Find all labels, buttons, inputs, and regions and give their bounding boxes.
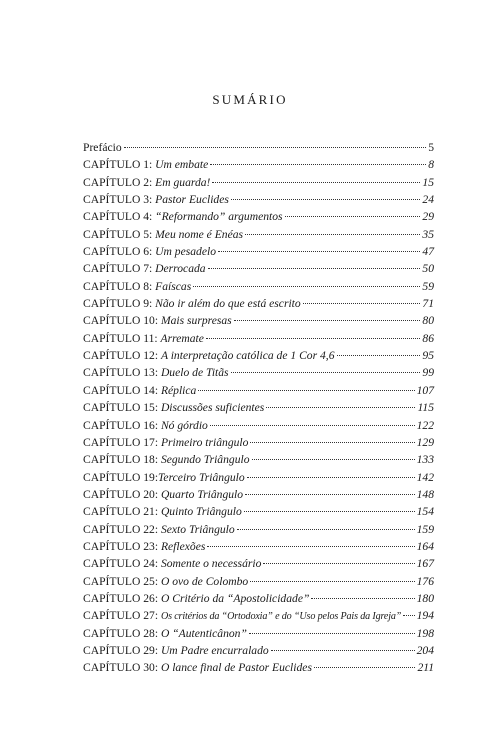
chapter-label: CAPÍTULO 9: (83, 297, 156, 311)
chapter-title: O lance final de Pastor Euclides (160, 661, 312, 675)
chapter-title: Derrocada (155, 262, 206, 276)
chapter-page-number: 142 (416, 470, 434, 484)
chapter-page-number: 176 (416, 574, 434, 588)
chapter-title: Um embate (155, 158, 209, 172)
chapter-page-number: 99 (422, 366, 434, 380)
chapter-page-number: 180 (416, 591, 434, 605)
chapter-page-number: 50 (422, 262, 434, 276)
chapter-label: CAPÍTULO 18: (83, 453, 161, 467)
dot-leader (206, 328, 421, 339)
dot-leader (218, 241, 420, 252)
chapter-page-number: 115 (417, 401, 434, 415)
chapter-title: A interpretação católica de 1 Cor 4,6 (160, 349, 335, 363)
chapter-page-number: 71 (422, 297, 434, 311)
dot-leader (263, 553, 414, 564)
chapter-label: CAPÍTULO 8: (83, 279, 156, 293)
chapter-page-number: 154 (416, 505, 434, 519)
chapter-page-number: 122 (416, 418, 434, 432)
chapter-title: O “Autenticânon” (160, 626, 247, 640)
toc-entry-chapter (83, 590, 434, 607)
dot-leader (247, 467, 415, 478)
chapter-title: Mais surpresas (160, 314, 232, 328)
chapter-label: CAPÍTULO 22: (83, 522, 161, 536)
chapter-title: Em guarda! (155, 175, 211, 189)
chapter-label: CAPÍTULO 14: (83, 383, 161, 397)
chapter-page-number: 133 (416, 453, 434, 467)
chapter-label: CAPÍTULO 23: (83, 539, 161, 553)
chapter-title: Somente o necessário (160, 557, 262, 571)
chapter-page-number: 129 (416, 435, 434, 449)
dot-leader (124, 137, 427, 148)
dot-leader (285, 206, 421, 217)
chapter-label: CAPÍTULO 4: (83, 210, 156, 224)
chapter-title: Sexto Triângulo (160, 522, 235, 536)
chapter-page-number: 80 (422, 314, 434, 328)
chapter-label: CAPÍTULO 3: (83, 193, 156, 207)
dot-leader (337, 345, 421, 356)
chapter-page-number: 211 (417, 661, 434, 675)
chapter-page-number: 148 (416, 487, 434, 501)
chapter-label: CAPÍTULO 2: (83, 175, 156, 189)
chapter-label: CAPÍTULO 20: (83, 487, 161, 501)
dot-leader (207, 536, 414, 547)
chapter-title: Réplica (160, 383, 197, 397)
chapter-title: Discussões suficientes (160, 401, 265, 415)
dot-leader (303, 293, 421, 304)
dot-leader (244, 501, 415, 512)
chapter-title: Um pesadelo (155, 245, 216, 259)
dot-leader (245, 224, 420, 235)
chapter-title: Arremate (160, 331, 204, 345)
chapter-label: CAPÍTULO 10: (83, 314, 161, 328)
dot-leader (231, 362, 421, 373)
chapter-title: Segundo Triângulo (160, 453, 250, 467)
preface-page-number: 5 (428, 141, 434, 154)
dot-leader (314, 657, 416, 668)
toc-entry-chapter (83, 659, 434, 676)
chapter-page-number: 204 (416, 643, 434, 657)
dot-leader (198, 380, 414, 391)
dot-leader (231, 189, 421, 200)
dot-leader (193, 276, 420, 287)
dot-leader (249, 623, 415, 634)
chapter-page-number: 167 (416, 557, 434, 571)
chapter-title: Pastor Euclides (155, 193, 229, 207)
page-title: SUMÁRIO (212, 92, 288, 107)
chapter-title: O Critério da “Apostolicidade” (160, 591, 310, 605)
chapter-label: CAPÍTULO 15: (83, 401, 161, 415)
chapter-page-number: 29 (422, 210, 434, 224)
chapter-title: Duelo de Titãs (160, 366, 229, 380)
chapter-page-number: 47 (422, 245, 434, 259)
chapter-title: Os critérios da “Ortodoxia” e do “Uso pelos Pais da Igreja” (160, 611, 402, 623)
chapter-label: CAPÍTULO 17: (83, 435, 161, 449)
chapter-title: Primeiro triângulo (160, 435, 249, 449)
chapter-page-number: 35 (422, 227, 434, 241)
chapter-page-number: 95 (422, 349, 434, 363)
chapter-page-number: 164 (416, 539, 434, 553)
chapter-title: Nó górdio (160, 418, 208, 432)
chapter-page-number: 107 (416, 383, 434, 397)
chapter-page-number: 86 (422, 331, 434, 345)
chapter-title: Meu nome é Enéas (155, 227, 244, 241)
dot-leader (271, 640, 415, 651)
dot-leader (234, 310, 421, 321)
chapter-label: CAPÍTULO 7: (83, 262, 156, 276)
chapter-title: Quarto Triângulo (160, 487, 244, 501)
chapter-title: Terceiro Triângulo (158, 470, 245, 484)
chapter-title: O ovo de Colombo (160, 574, 249, 588)
dot-leader (212, 172, 420, 183)
chapter-label: CAPÍTULO 16: (83, 418, 161, 432)
chapter-label: CAPÍTULO 6: (83, 245, 156, 259)
chapter-label: CAPÍTULO 1: (83, 158, 156, 172)
dot-leader (210, 415, 415, 426)
preface-label: Prefácio (83, 141, 122, 154)
chapter-page-number: 159 (416, 522, 434, 536)
dot-leader (245, 484, 415, 495)
chapter-page-number: 24 (422, 193, 434, 207)
chapter-label: CAPÍTULO 12: (83, 349, 161, 363)
dot-leader (208, 258, 421, 269)
chapter-label: CAPÍTULO 24: (83, 557, 161, 571)
chapter-label: CAPÍTULO 30: (83, 661, 161, 675)
chapter-label: CAPÍTULO 11: (83, 331, 161, 345)
chapter-page-number: 15 (422, 175, 434, 189)
dot-leader (250, 432, 414, 443)
chapter-label: CAPÍTULO 21: (83, 505, 161, 519)
dot-leader (252, 449, 415, 460)
dot-leader (266, 397, 415, 408)
chapter-title: Não ir além do que está escrito (155, 297, 301, 311)
dot-leader (250, 571, 414, 582)
chapter-page-number: 198 (416, 626, 434, 640)
chapter-title: Quinto Triângulo (160, 505, 242, 519)
chapter-label: CAPÍTULO 25: (83, 574, 161, 588)
chapter-title: Um Padre encurralado (160, 643, 269, 657)
chapter-page-number: 8 (428, 158, 434, 172)
chapter-label: CAPÍTULO 19: (83, 470, 159, 484)
chapter-label: CAPÍTULO 27: (83, 609, 161, 623)
chapter-page-number: 59 (422, 279, 434, 293)
dot-leader (210, 154, 426, 165)
dot-leader (237, 519, 415, 530)
chapter-label: CAPÍTULO 5: (83, 227, 156, 241)
chapter-title: Reflexões (160, 539, 206, 553)
chapter-label: CAPÍTULO 28: (83, 626, 161, 640)
chapter-title: Faíscas (155, 279, 192, 293)
dot-leader (403, 605, 414, 616)
chapter-page-number: 194 (416, 609, 434, 623)
chapter-label: CAPÍTULO 29: (83, 643, 161, 657)
dot-leader (311, 588, 414, 599)
chapter-label: CAPÍTULO 13: (83, 366, 161, 380)
chapter-label: CAPÍTULO 26: (83, 591, 161, 605)
chapter-title: “Reformando” argumentos (155, 210, 283, 224)
table-of-contents (83, 139, 434, 677)
